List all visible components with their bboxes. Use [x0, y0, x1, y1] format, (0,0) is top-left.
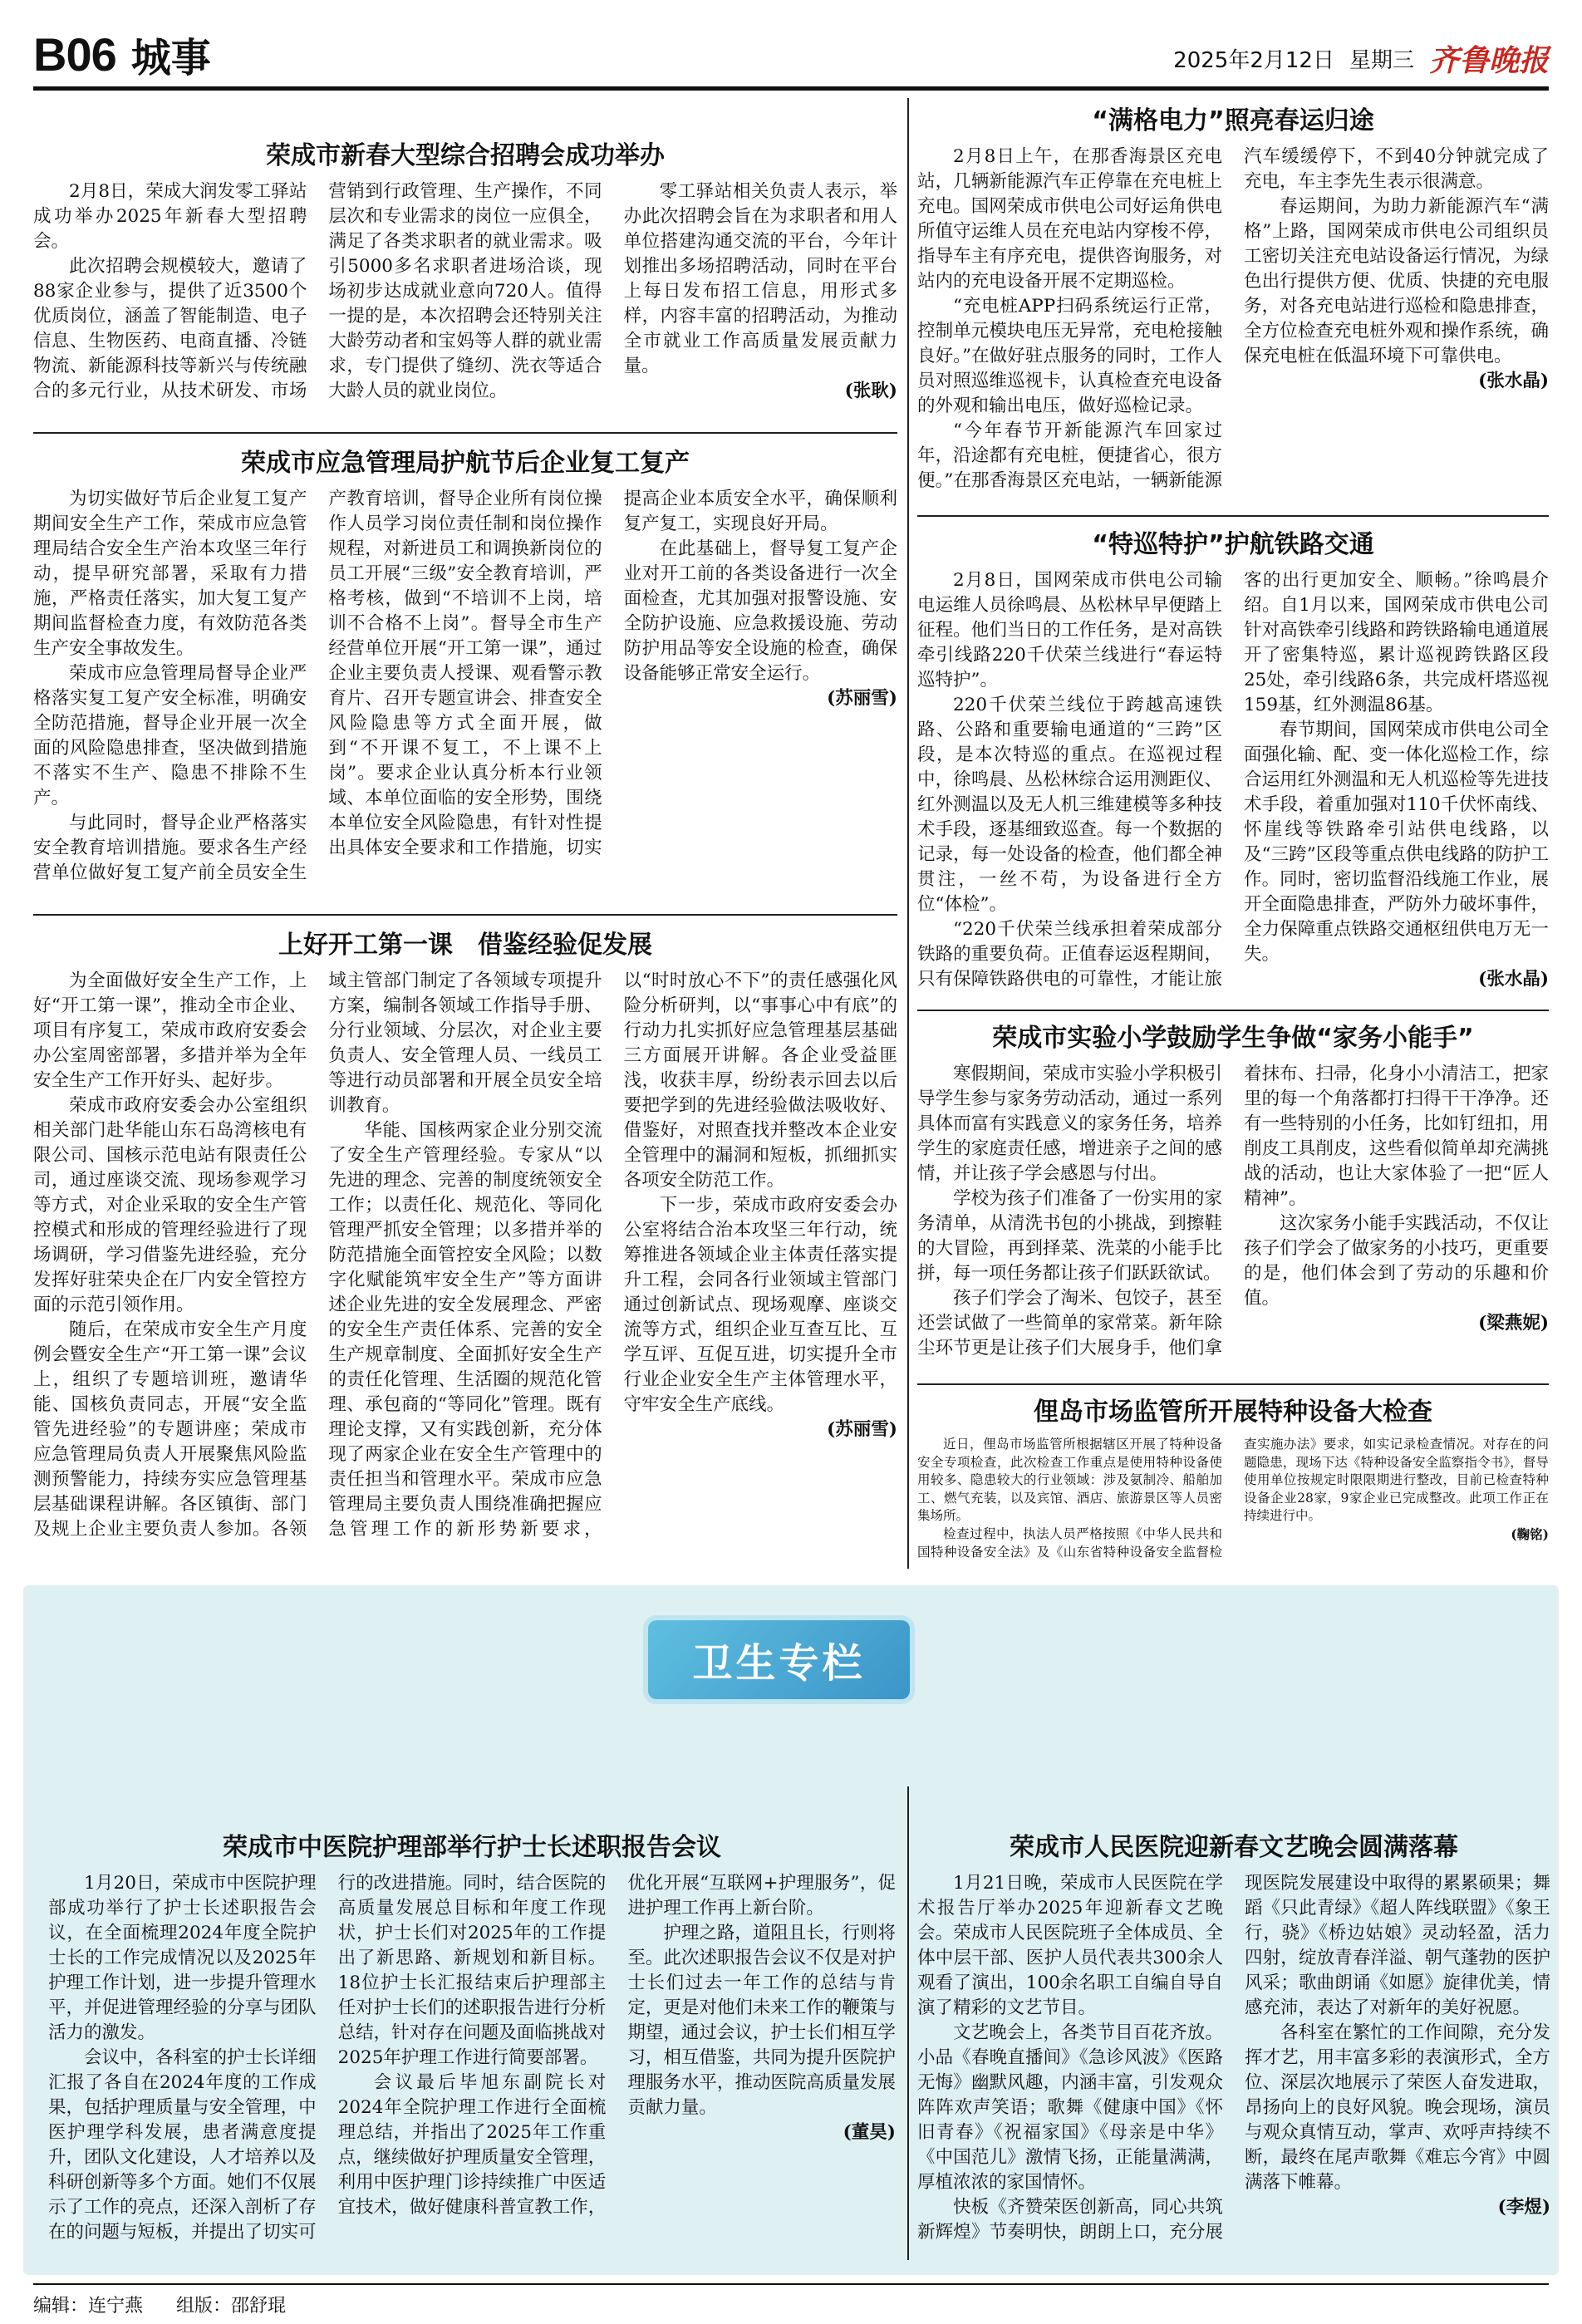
footer-rule	[33, 2283, 1549, 2285]
article-paragraph: 随后，在荣成市安全生产月度例会暨安全生产“开工第一课”会议上，组织了专题培训班，邀请华能、国核负责同志，开展“安全监管先进经验”的专题讲座；荣成市应急管理局负责人开展聚焦风险监测预警能力，持续夯实应急管理基层基础课程讲解。各区镇街、部门及规上企业主要负责人参加。各领域主管部门制定了各领域专项提升方案，编制各领域工作指导手册、分行业领域、分层次，对企业主要负责人、安全管理人员、一线员工等进行动员部署和开展全员安全培训教育。	[33, 970, 602, 1540]
section-divider	[33, 914, 897, 916]
newspaper-logo: 齐鲁晚报	[1428, 44, 1549, 78]
article-paragraph: 荣成市应急管理局督导企业严格落实复工复产安全标准，明确安全防范措施，督导企业开展一次全面的风险隐患排查，坚决做到措施不落实不生产、隐患不排除不生产。	[33, 663, 307, 808]
article-paragraph: 2月8日，荣成大润发零工驿站成功举办2025年新春大型招聘会。	[33, 181, 307, 252]
article-paragraph: 学校为孩子们准备了一份实用的家务清单，从清洗书包的小挑战，到擦鞋的大冒险，再到择菜、洗菜的小能手比拼，每一项任务都让孩子们跃跃欲试。	[917, 1188, 1222, 1284]
article-body	[33, 487, 897, 904]
article	[48, 1825, 896, 2265]
article-body	[917, 145, 1549, 509]
article	[917, 1015, 1549, 1378]
page-header-left	[33, 25, 211, 83]
article-title: 荣成市中医院护理部举行护士长述职报告会议	[223, 1833, 721, 1862]
article-title: 上好开工第一课 借鉴经验促发展	[278, 931, 652, 960]
article-title: “特巡特护”护航铁路交通	[1092, 530, 1374, 559]
column-divider	[907, 1786, 909, 2260]
article-body	[917, 1436, 1549, 1564]
article-paragraph: 下一步，荣成市政府安委会办公室将结合治本攻坚三年行动，统筹推进各领域企业主体责任落实提升工程，会同各行业领域主管部门通过创新试点、现场观摩、座谈交流等方式，组织企业互查互比、互学互评、互促互进，切实提升全市行业企业安全生产主体管理水平，守牢安全生产底线。	[623, 1195, 897, 1415]
article-title: “满格电力”照亮春运归途	[1092, 106, 1374, 135]
article-paragraph: 荣成市政府安委会办公室组织相关部门赴华能山东石岛湾核电有限公司、国核示范电站有限责任公司，通过座谈交流、现场参观学习等方式，对企业采取的安全生产管控模式和形成的管理经验进行了现场调研，学习借鉴先进经验，充分发挥好驻荣央企在厂内安全管控方面的示范引领作用。	[33, 1095, 307, 1315]
article-title: 荣成市新春大型综合招聘会成功举办	[266, 141, 665, 170]
article-byline: (董昊)	[843, 2122, 896, 2143]
article	[917, 1389, 1549, 1565]
header-rule	[33, 86, 1549, 91]
article-byline: (鞠铭)	[1511, 1526, 1549, 1542]
article-title: 俚岛市场监管所开展特种设备大检查	[1034, 1398, 1432, 1427]
page-header-right	[1173, 37, 1549, 80]
page-footer	[33, 2292, 286, 2317]
article-byline: (梁燕妮)	[1478, 1313, 1549, 1334]
article	[33, 133, 897, 424]
article-paragraph: “充电桩APP扫码系统运行正常，控制单元模块电压无异常，充电枪接触良好。”在做好驻点服务的同时，工作人员对照巡维巡视卡，认真检查充电设备的外观和输出电压，做好巡检记录。	[917, 296, 1222, 416]
article-paragraph: 零工驿站相关负责人表示，举办此次招聘会旨在为求职者和用人单位搭建沟通交流的平台，今年计划推出多场招聘活动，同时在平台上每日发布招工信息，用形式多样，内容丰富的招聘活动，为推动全市就业工作高质量发展贡献力量。	[623, 181, 897, 376]
article-paragraph: 2月8日，国网荣成市供电公司输电运维人员徐鸣晨、丛松林早早便踏上征程。他们当日的工作任务，是对高铁牵引线路220千伏荣兰线进行“春运特巡特护”。	[917, 570, 1222, 690]
article-paragraph: 春节期间，国网荣成市供电公司全面强化输、配、变一体化巡检工作，综合运用红外测温和无人机巡检等先进技术手段，着重加强对110千伏怀南线、怀崖线等铁路牵引站供电线路，以及“三跨”区段等重点供电线路的防护工作。同时，密切监督沿线施工作业，展开全面隐患排查，严防外力破坏事件，全力保障重点铁路交通枢纽供电万无一失。	[1244, 720, 1549, 965]
article-paragraph: 近日，俚岛市场监管所根据辖区开展了特种设备安全专项检查，此次检查工作重点是使用特种设备使用较多、隐患较大的行业领域：涉及氨制冷、船舶加工、燃气充装，以及宾馆、酒店、旅游景区等人员密集场所。	[917, 1437, 1222, 1524]
article-paragraph: 这次家务小能手实践活动，不仅让孩子们学会了做家务的小技巧，更重要的是，他们体会到了劳动的乐趣和价值。	[1244, 1213, 1549, 1309]
article	[917, 1825, 1550, 2265]
article-byline: (苏丽雪)	[827, 688, 897, 709]
article-paragraph: 为切实做好节后企业复工复产期间安全生产工作，荣成市应急管理局结合安全生产治本攻坚三年行动，提早研究部署，采取有力措施，严格责任落实，加大复工复产期间监督检查力度，有效防范各类生产安全事故发生。	[33, 489, 307, 659]
article-paragraph: 各科室在繁忙的工作间隙，充分发挥才艺，用丰富多彩的表演形式，全方位、深层次地展示了荣医人奋发进取，昂扬向上的良好风貌。晚会现场，演员与观众真情互动，掌声、欢呼声持续不断，最终在尾声歌舞《难忘今宵》中圆满落下帷幕。	[1245, 2022, 1550, 2193]
article-title: 荣成市实验小学鼓励学生争做“家务小能手”	[992, 1024, 1474, 1053]
section-divider	[917, 1383, 1549, 1385]
article	[917, 98, 1549, 510]
section-divider	[33, 432, 897, 434]
article-paragraph: 会议最后毕旭东副院长对2024年全院护理工作进行全面梳理总结，并指出了2025年工作重点，继续做好护理质量安全管理，利用中医护理门诊持续推广中医适宜技术，做好健康科普宣教工作，优化开展“互联网+护理服务”，促进护理工作再上新台阶。	[337, 1873, 896, 2218]
article-byline: (张水晶)	[1478, 371, 1549, 391]
section-divider	[917, 1010, 1549, 1011]
article-paragraph: 2月8日上午，在那香海景区充电站，几辆新能源汽车正停靠在充电桩上充电。国网荣成市供电公司好运角供电所值守运维人员在充电站内穿梭不停，指导车主有序充电，提供咨询服务，对站内的充电设备开展不定期巡检。	[917, 146, 1222, 292]
article-body	[917, 1062, 1549, 1376]
article-paragraph: 220千伏荣兰线位于跨越高速铁路、公路和重要输电通道的“三跨”区段，是本次特巡的重点。在巡视过程中，徐鸣晨、丛松林综合运用测距仪、红外测温以及无人机三维建模等多种技术手段，逐基细致巡查。每一个数据的记录，每一处设备的检查，他们都全神贯注，一丝不苟，为设备进行全方位“体检”。	[917, 695, 1222, 915]
article-paragraph: 文艺晚会上，各类节目百花齐放。小品《春晚直播间》《急诊风波》《医路无悔》幽默风趣，内涵丰富，引发观众阵阵欢声笑语；歌舞《健康中国》《怀旧青春》《祝福家国》《母亲是中华》《中国范儿》激情飞扬，正能量满满，厚植浓浓的家国情怀。	[917, 2022, 1223, 2193]
article-body	[33, 969, 897, 1560]
article-paragraph: 与此同时，督导企业严格落实安全教育培训措施。要求各生产经营单位做好复工复产前全员安全生产教育培训，督导企业所有岗位操作人员学习岗位责任制和岗位操作规程，对新进员工和调换新岗位的员工开展“三级”安全教育培训，严格考核，做到“不培训不上岗，培训不合格不上岗”。督导全市生产经营单位开展“开工第一课”，通过企业主要负责人授课、观看警示教育片、召开专题宣讲会、排查安全风险隐患等方式全面开展，做到“不开课不复工，不上课不上岗”。要求企业认真分析本行业领域、本单位面临的安全形势，围绕本单位安全风险隐患，有针对性提出具体安全要求和工作措施，切实提高企业本质安全水平，确保顺利复产复工，实现良好开局。	[33, 489, 897, 883]
page-code: B06	[33, 27, 116, 81]
section-title: 城事	[130, 34, 211, 81]
article-paragraph: “220千伏荣兰线承担着荣成部分铁路的重要负荷。正值春运返程期间，只有保障铁路供电的可靠性，才能让旅客的出行更加安全、顺畅。”徐鸣晨介绍。自1月以来，国网荣成市供电公司针对高铁牵引线路和跨铁路输电通道展开了密集特巡，累计巡视跨铁路区段25处，牵引线路6条，共完成杆塔巡视159基，红外测温86基。	[917, 570, 1549, 990]
article-body	[33, 179, 897, 422]
article-body	[917, 1871, 1550, 2263]
editor-credit: 编辑：连宁燕	[33, 2296, 144, 2317]
article-body	[48, 1871, 896, 2263]
section-divider	[917, 515, 1549, 517]
article-title: 荣成市应急管理局护航节后企业复工复产	[241, 449, 690, 478]
health-column-logo	[648, 1620, 910, 1699]
article-paragraph: 1月20日，荣成市中医院护理部成功举行了护士长述职报告会议，在全面梳理2024年度全院护士长的工作完成情况以及2025年护理工作计划，进一步提升管理水平，并促进管理经验的分享与团队活力的激发。	[48, 1873, 317, 2043]
column-divider	[907, 98, 909, 1569]
article-paragraph: 华能、国核两家企业分别交流了安全生产管理经验。专家从“以先进的理念、完善的制度统领安全工作；以责任化、规范化、等同化管理严抓安全管理；以多措并举的防范措施全面管控安全风险；以数字化赋能筑牢安全生产”等方面讲述企业先进的安全发展理念、严密的安全生产责任体系、完善的安全生产规章制度、全面抓好安全生产的责任化管理、生活圈的规范化管理、承包商的“等同化”管理。既有理论支撑，又有实践创新，充分体现了两家企业在安全生产管理中的责任担当和管理水平。荣成市应急管理局主要负责人围绕准确把握应急管理工作的新形势新要求，以“时时放心不下”的责任感强化风险分析研判，以“事事心中有底”的行动力扎实抓好应急管理基层基础三方面展开讲解。各企业受益匪浅，收获丰厚，纷纷表示回去以后要把学到的先进经验做法吸收好、借鉴好，对照查找并整改本企业安全管理中的漏洞和短板，抓细抓实各项安全防范工作。	[328, 970, 897, 1540]
issue-weekday: 星期三	[1349, 48, 1414, 73]
health-column-label: 卫生专栏	[692, 1640, 866, 1687]
article-byline: (李煜)	[1497, 2197, 1550, 2218]
article-paragraph: 寒假期间，荣成市实验小学积极引导学生参与家务劳动活动，通过一系列具体而富有实践意义的家务任务，培养学生的家庭责任感，增进亲子之间的感情，并让孩子学会感恩与付出。	[917, 1064, 1222, 1184]
article-paragraph: 孩子们学会了淘米、包饺子，甚至还尝试做了一些简单的家常菜。新年除尘环节更是让孩子们大展身手，他们拿着抹布、扫帚，化身小小清洁工，把家里的每一个角落都打扫得干干净净。还有一些特别的小任务，比如钉纽扣，用削皮工具削皮，这些看似简单却充满挑战的活动，也让大家体验了一把“匠人精神”。	[917, 1064, 1549, 1359]
article-paragraph: 此次招聘会规模较大，邀请了88家企业参与，提供了近3500个优质岗位，涵盖了智能制造、电子信息、生物医药、电商直播、冷链物流、新能源科技等新兴与传统融合的多元行业，从技术研发、市场营销到行政管理、生产操作，不同层次和专业需求的岗位一应俱全，满足了各类求职者的就业需求。吸引5000多名求职者进场洽谈，现场初步达成就业意向720人。值得一提的是，本次招聘会还特别关注大龄劳动者和宝妈等人群的就业需求，专门提供了缝纫、洗衣等适合大龄人员的就业岗位。	[33, 181, 602, 401]
layout-credit: 组版：邵舒琨	[176, 2296, 287, 2317]
article-paragraph: 在此基础上，督导复工复产企业对开工前的各类设备进行一次全面检查，尤其加强对报警设施、安全防护设施、应急救援设施、劳动防护用品等安全设施的检查，确保设备能够正常安全运行。	[623, 538, 897, 684]
article-paragraph: 检查过程中，执法人员严格按照《中华人民共和国特种设备安全法》及《山东省特种设备安全监督检查实施办法》要求，如实记录检查情况。对存在的问题隐患，现场下达《特种设备安全监察指令书》，督导使用单位按规定时限限期进行整改，目前已检查特种设备企业28家，9家企业已完成整改。此项工作正在持续进行中。	[917, 1437, 1549, 1560]
article	[33, 922, 897, 1562]
article	[33, 440, 897, 906]
article-paragraph: 为全面做好安全生产工作，上好“开工第一课”，推动全市企业、项目有序复工，荣成市政府安委会办公室周密部署，多措并举为全年安全生产工作开好头、起好步。	[33, 970, 307, 1091]
article-paragraph: 1月21日晚，荣成市人民医院在学术报告厅举办2025年迎新春文艺晚会。荣成市人民医院班子全体成员、全体中层干部、医护人员代表共300余人观看了演出，100余名职工自编自导自演了精彩的文艺节目。	[917, 1873, 1223, 2018]
article-paragraph: 会议中，各科室的护士长详细汇报了各自在2024年度的工作成果，包括护理质量与安全管理，中医护理学科发展，患者满意度提升，团队文化建设，人才培养以及科研创新等多个方面。她们不仅展示了工作的亮点，还深入剖析了存在的问题与短板，并提出了切实可行的改进措施。同时，结合医院的高质量发展总目标和年度工作现状，护士长们对2025年的工作提出了新思路、新规划和新目标。18位护士长汇报结束后护理部主任对护士长们的述职报告进行分析总结，针对存在问题及面临挑战对2025年护理工作进行简要部署。	[48, 1873, 607, 2243]
article-paragraph: 春运期间，为助力新能源汽车“满格”上路，国网荣成市供电公司组织员工密切关注充电站设备运行情况，为绿色出行提供方便、优质、快捷的充电服务，对各充电站进行巡检和隐患排查，全方位检查充电桩外观和操作系统，确保充电桩在低温环境下可靠供电。	[1244, 196, 1549, 366]
article	[917, 522, 1549, 1004]
article-paragraph: “今年春节开新能源汽车回家过年，沿途都有充电桩，便捷省心，很方便。”在那香海景区充电站，一辆新能源汽车缓缓停下，不到40分钟就完成了充电，车主李先生表示很满意。	[917, 146, 1549, 491]
article-title: 荣成市人民医院迎新春文艺晚会圆满落幕	[1010, 1833, 1458, 1862]
article-paragraph: 护理之路，道阻且长，行则将至。此次述职报告会议不仅是对护士长们过去一年工作的总结与肯定，更是对他们未来工作的鞭策与期望，通过会议，护士长们相互学习，相互借鉴，共同为提升医院护理服务水平，推动医院高质量发展贡献力量。	[627, 1923, 896, 2118]
article-byline: (张耿)	[844, 381, 897, 401]
article-byline: (苏丽雪)	[827, 1419, 897, 1440]
article-body	[917, 568, 1549, 1002]
article-byline: (张水晶)	[1478, 969, 1549, 990]
issue-date: 2025年2月12日	[1173, 48, 1334, 73]
article-paragraph: 快板《齐赞荣医创新高，同心共筑新辉煌》节奏明快，朗朗上口，充分展现医院发展建设中取得的累累硕果；舞蹈《只此青绿》《超人阵线联盟》《象王行，骁》《桥边姑娘》灵动轻盈，活力四射，绽放青春洋溢、朝气蓬勃的医护风采；歌曲朗诵《如愿》旋律优美，情感充沛，表达了对新年的美好祝愿。	[917, 1873, 1550, 2243]
